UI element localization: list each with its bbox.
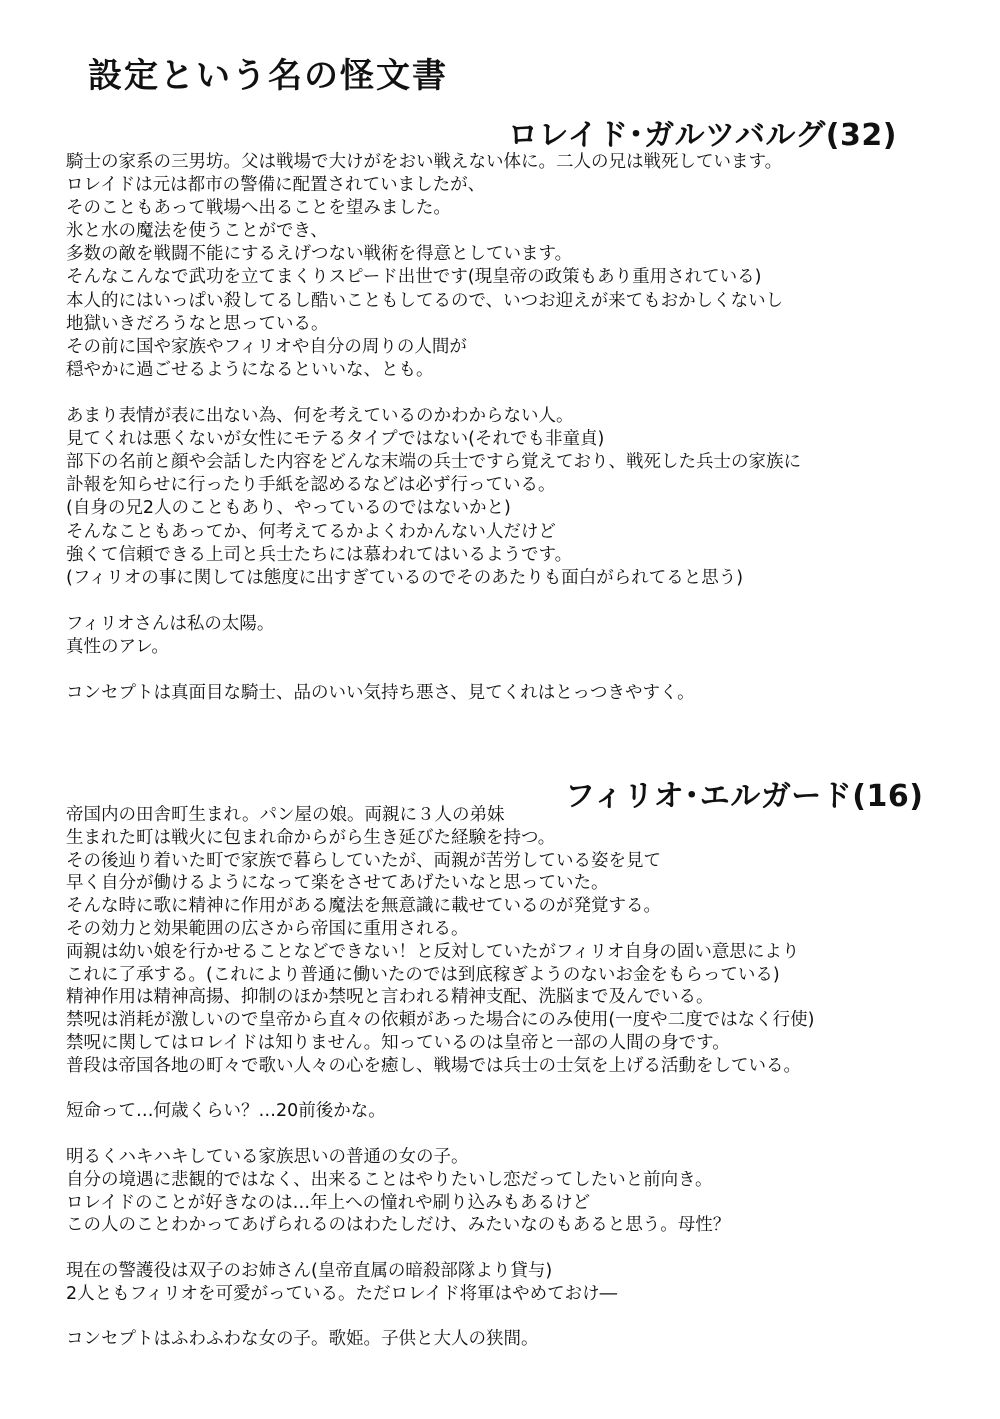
text-line: 2人ともフィリオを可愛がっている。ただロレイド将軍はやめておけ― — [66, 1283, 618, 1304]
text-line: 地獄いきだろうなと思っている。 — [66, 313, 329, 334]
paragraph-break — [66, 590, 916, 613]
character-heading-loraid: ロレイド･ガルツバルグ(32) — [508, 118, 897, 153]
text-line: これに了承する。(これにより普通に働いたのでは到底稼ぎようのないお金をもらっている) — [66, 964, 780, 985]
text-line: そのこともあって戦場へ出ることを望みました。 — [66, 198, 451, 219]
text-line: この人のことわかってあげられるのはわたしだけ、みたいなのもあると思う。母性？ — [66, 1215, 731, 1236]
text-line: 部下の名前と顔や会話した内容をどんな末端の兵士ですら覚えており、戦死した兵士の家族に — [66, 452, 801, 473]
text-line: 禁呪は消耗が激しいので皇帝から直々の依頼があった場合にのみ使用(一度や二度ではなく行使) — [66, 1010, 815, 1031]
text-line: 明るくハキハキしている家族思いの普通の女の子。 — [66, 1146, 469, 1167]
text-line: その効力と効果範囲の広さから帝国に重用される。 — [66, 918, 469, 939]
paragraph-break — [66, 382, 916, 405]
text-line: 多数の敵を戦闘不能にするえげつない戦術を得意としています。 — [66, 244, 573, 265]
text-line: そんな時に歌に精神に作用がある魔法を無意識に載せているのが発覚する。 — [66, 896, 661, 917]
paragraph-break — [66, 659, 916, 682]
text-line: その前に国や家族やフィリオや自分の周りの人間が — [66, 336, 467, 357]
text-line: 騎士の家系の三男坊。父は戦場で大けがをおい戦えない体に。二人の兄は戦死しています。 — [66, 152, 783, 172]
document-title: 設定という名の怪文書 — [88, 56, 448, 96]
text-line: その後辿り着いた町で家族で暮らしていたが、両親が苦労している姿を見て — [66, 850, 661, 871]
character-profile-loraid — [66, 151, 916, 705]
text-line: 自分の境遇に悲観的ではなく、出来ることはやりたいし恋だってしたいと前向き。 — [66, 1169, 713, 1190]
paragraph-break — [66, 1237, 916, 1260]
text-line: 帝国内の田舎町生まれ。パン屋の娘。両親に３人の弟妹 — [66, 805, 505, 825]
character-heading-filio: フィリオ･エルガード(16) — [565, 779, 924, 814]
text-line: そんなこんなで武功を立てまくりスピード出世です(現皇帝の政策もあり重用されている) — [66, 267, 762, 288]
paragraph-break — [66, 1078, 916, 1101]
paragraph-break — [66, 1123, 916, 1146]
text-line: コンセプトはふわふわな女の子。歌姫。子供と大人の狭間。 — [66, 1329, 539, 1350]
text-line: そんなこともあってか、何考えてるかよくわかんない人だけど — [66, 521, 556, 542]
text-line: 穏やかに過ごせるようになるといいな、とも。 — [66, 359, 434, 380]
text-line: 見てくれは悪くないが女性にモテるタイプではない(それでも非童貞) — [66, 429, 605, 450]
text-line: 禁呪に関してはロレイドは知りません。知っているのは皇帝と一部の人間の身です。 — [66, 1032, 730, 1053]
text-line: 氷と水の魔法を使うことができ、 — [66, 221, 328, 242]
text-line: コンセプトは真面目な騎士、品のいい気持ち悪さ、見てくれはとっつきやすく。 — [66, 683, 695, 704]
text-line: 本人的にはいっぱい殺してるし酷いこともしてるので、いつお迎えが来てもおかしくないし — [66, 290, 784, 311]
text-line: 両親は幼い娘を行かせることなどできない！と反対していたがフィリオ自身の固い意思により — [66, 941, 800, 962]
text-line: 真性のアレ。 — [66, 636, 169, 657]
text-line: 訃報を知らせに行ったり手紙を認めるなどは必ず行っている。 — [66, 475, 556, 496]
text-line: 現在の警護役は双子のお姉さん(皇帝直属の暗殺部隊より貸与) — [66, 1260, 553, 1281]
text-line: 生まれた町は戦火に包まれ命からがら生き延びた経験を持つ。 — [66, 827, 556, 848]
text-line: (自身の兄2人のこともあり、やっているのではないかと) — [66, 498, 511, 519]
text-line: フィリオさんは私の太陽。 — [66, 613, 275, 634]
text-line: (フィリオの事に関しては態度に出すぎているのでそのあたりも面白がられてると思う) — [66, 567, 744, 588]
text-line: 精神作用は精神高揚、抑制のほか禁呪と言われる精神支配、洗脳まで及んでいる。 — [66, 987, 714, 1008]
text-line: 強くて信頼できる上司と兵士たちには慕われてはいるようです。 — [66, 544, 573, 565]
text-line: あまり表情が表に出ない為、何を考えているのかわからない人。 — [66, 406, 574, 427]
text-line: 短命って…何歳くらい？…20前後かな。 — [66, 1101, 386, 1122]
text-line: ロレイドは元は都市の警備に配置されていましたが、 — [66, 175, 486, 196]
character-profile-filio — [66, 804, 916, 1351]
text-line: ロレイドのことが好きなのは…年上への憧れや刷り込みもあるけど — [66, 1192, 591, 1213]
text-line: 普段は帝国各地の町々で歌い人々の心を癒し、戦場では兵士の士気を上げる活動をしている。 — [66, 1055, 801, 1076]
text-line: 早く自分が働けるようになって楽をさせてあげたいなと思っていた。 — [66, 873, 609, 894]
paragraph-break — [66, 1306, 916, 1329]
